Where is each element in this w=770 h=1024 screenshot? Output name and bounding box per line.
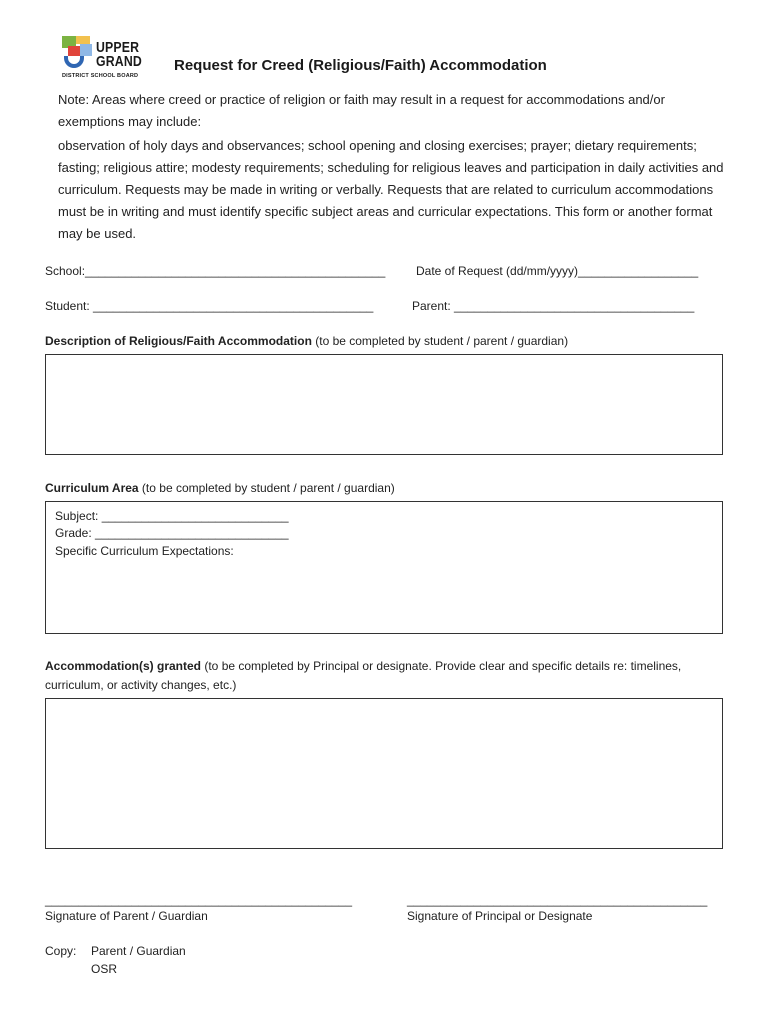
principal-signature-label: Signature of Principal or Designate (407, 909, 593, 923)
curriculum-heading-note: (to be completed by student / parent / guardian) (138, 481, 395, 495)
parent-signature-label: Signature of Parent / Guardian (45, 909, 208, 923)
curriculum-heading (45, 481, 395, 495)
copy-parent-guardian: Parent / Guardian (91, 944, 186, 958)
accommodation-heading-note: (to be completed by Principal or designate. Provide clear and specific details re: timelines, (201, 659, 682, 673)
accommodation-heading-label: Accommodation(s) granted (45, 659, 202, 673)
parent-signature-line[interactable]: ______________________________________________ (45, 893, 352, 907)
date-of-request-field[interactable]: Date of Request (dd/mm/yyyy)__________________ (416, 264, 699, 278)
accommodation-areas-paragraph: observation of holy days and observances; school opening and closing exercises; prayer; dietary requirements; fasting; religious attire; modesty requirements; scheduling for religious leaves and participation in daily activities and curriculum. Requests may be made in writing or verbally. Requests that are related to curriculum accommodations must be in writing and must identify specific subject areas and curricular expectations. This form or another format may be used. (58, 138, 724, 241)
logo-word-grand: GRAND (96, 53, 142, 70)
accommodation-heading (45, 659, 681, 673)
parent-field[interactable]: Parent: ____________________________________ (412, 299, 695, 313)
accommodation-heading-note-line2: curriculum, or activity changes, etc.) (45, 678, 237, 692)
page-title: Request for Creed (Religious/Faith) Accommodation (174, 57, 547, 74)
curriculum-heading-label: Curriculum Area (45, 481, 139, 495)
curriculum-expectations-label: Specific Curriculum Expectations: (55, 544, 234, 558)
description-heading-label: Description of Religious/Faith Accommodation (45, 334, 312, 348)
accommodation-textarea[interactable] (45, 698, 723, 849)
logo-subtitle: DISTRICT SCHOOL BOARD (62, 73, 139, 79)
description-textarea[interactable] (45, 354, 723, 455)
subject-field[interactable]: Subject: ____________________________ (55, 509, 289, 523)
description-heading (45, 334, 568, 348)
student-field[interactable]: Student: __________________________________________ (45, 299, 374, 313)
logo-lightblue-block (80, 44, 92, 56)
logo-word-upper: UPPER (96, 39, 140, 56)
upper-grand-logo (60, 36, 140, 82)
grade-field[interactable]: Grade: _____________________________ (55, 526, 289, 540)
copy-osr: OSR (91, 962, 118, 976)
principal-signature-line[interactable]: _____________________________________________ (407, 893, 708, 907)
school-field[interactable]: School:_____________________________________________ (45, 264, 386, 278)
note-paragraph: Note: Areas where creed or practice of religion or faith may result in a request for accommodations and/or exemptions may include: (58, 92, 665, 129)
logo-blue-arc (64, 56, 84, 68)
description-heading-note: (to be completed by student / parent / guardian) (311, 334, 569, 348)
logo-red-block (68, 46, 80, 56)
logo-yellow-block (76, 36, 90, 44)
copy-label: Copy: (45, 944, 77, 958)
